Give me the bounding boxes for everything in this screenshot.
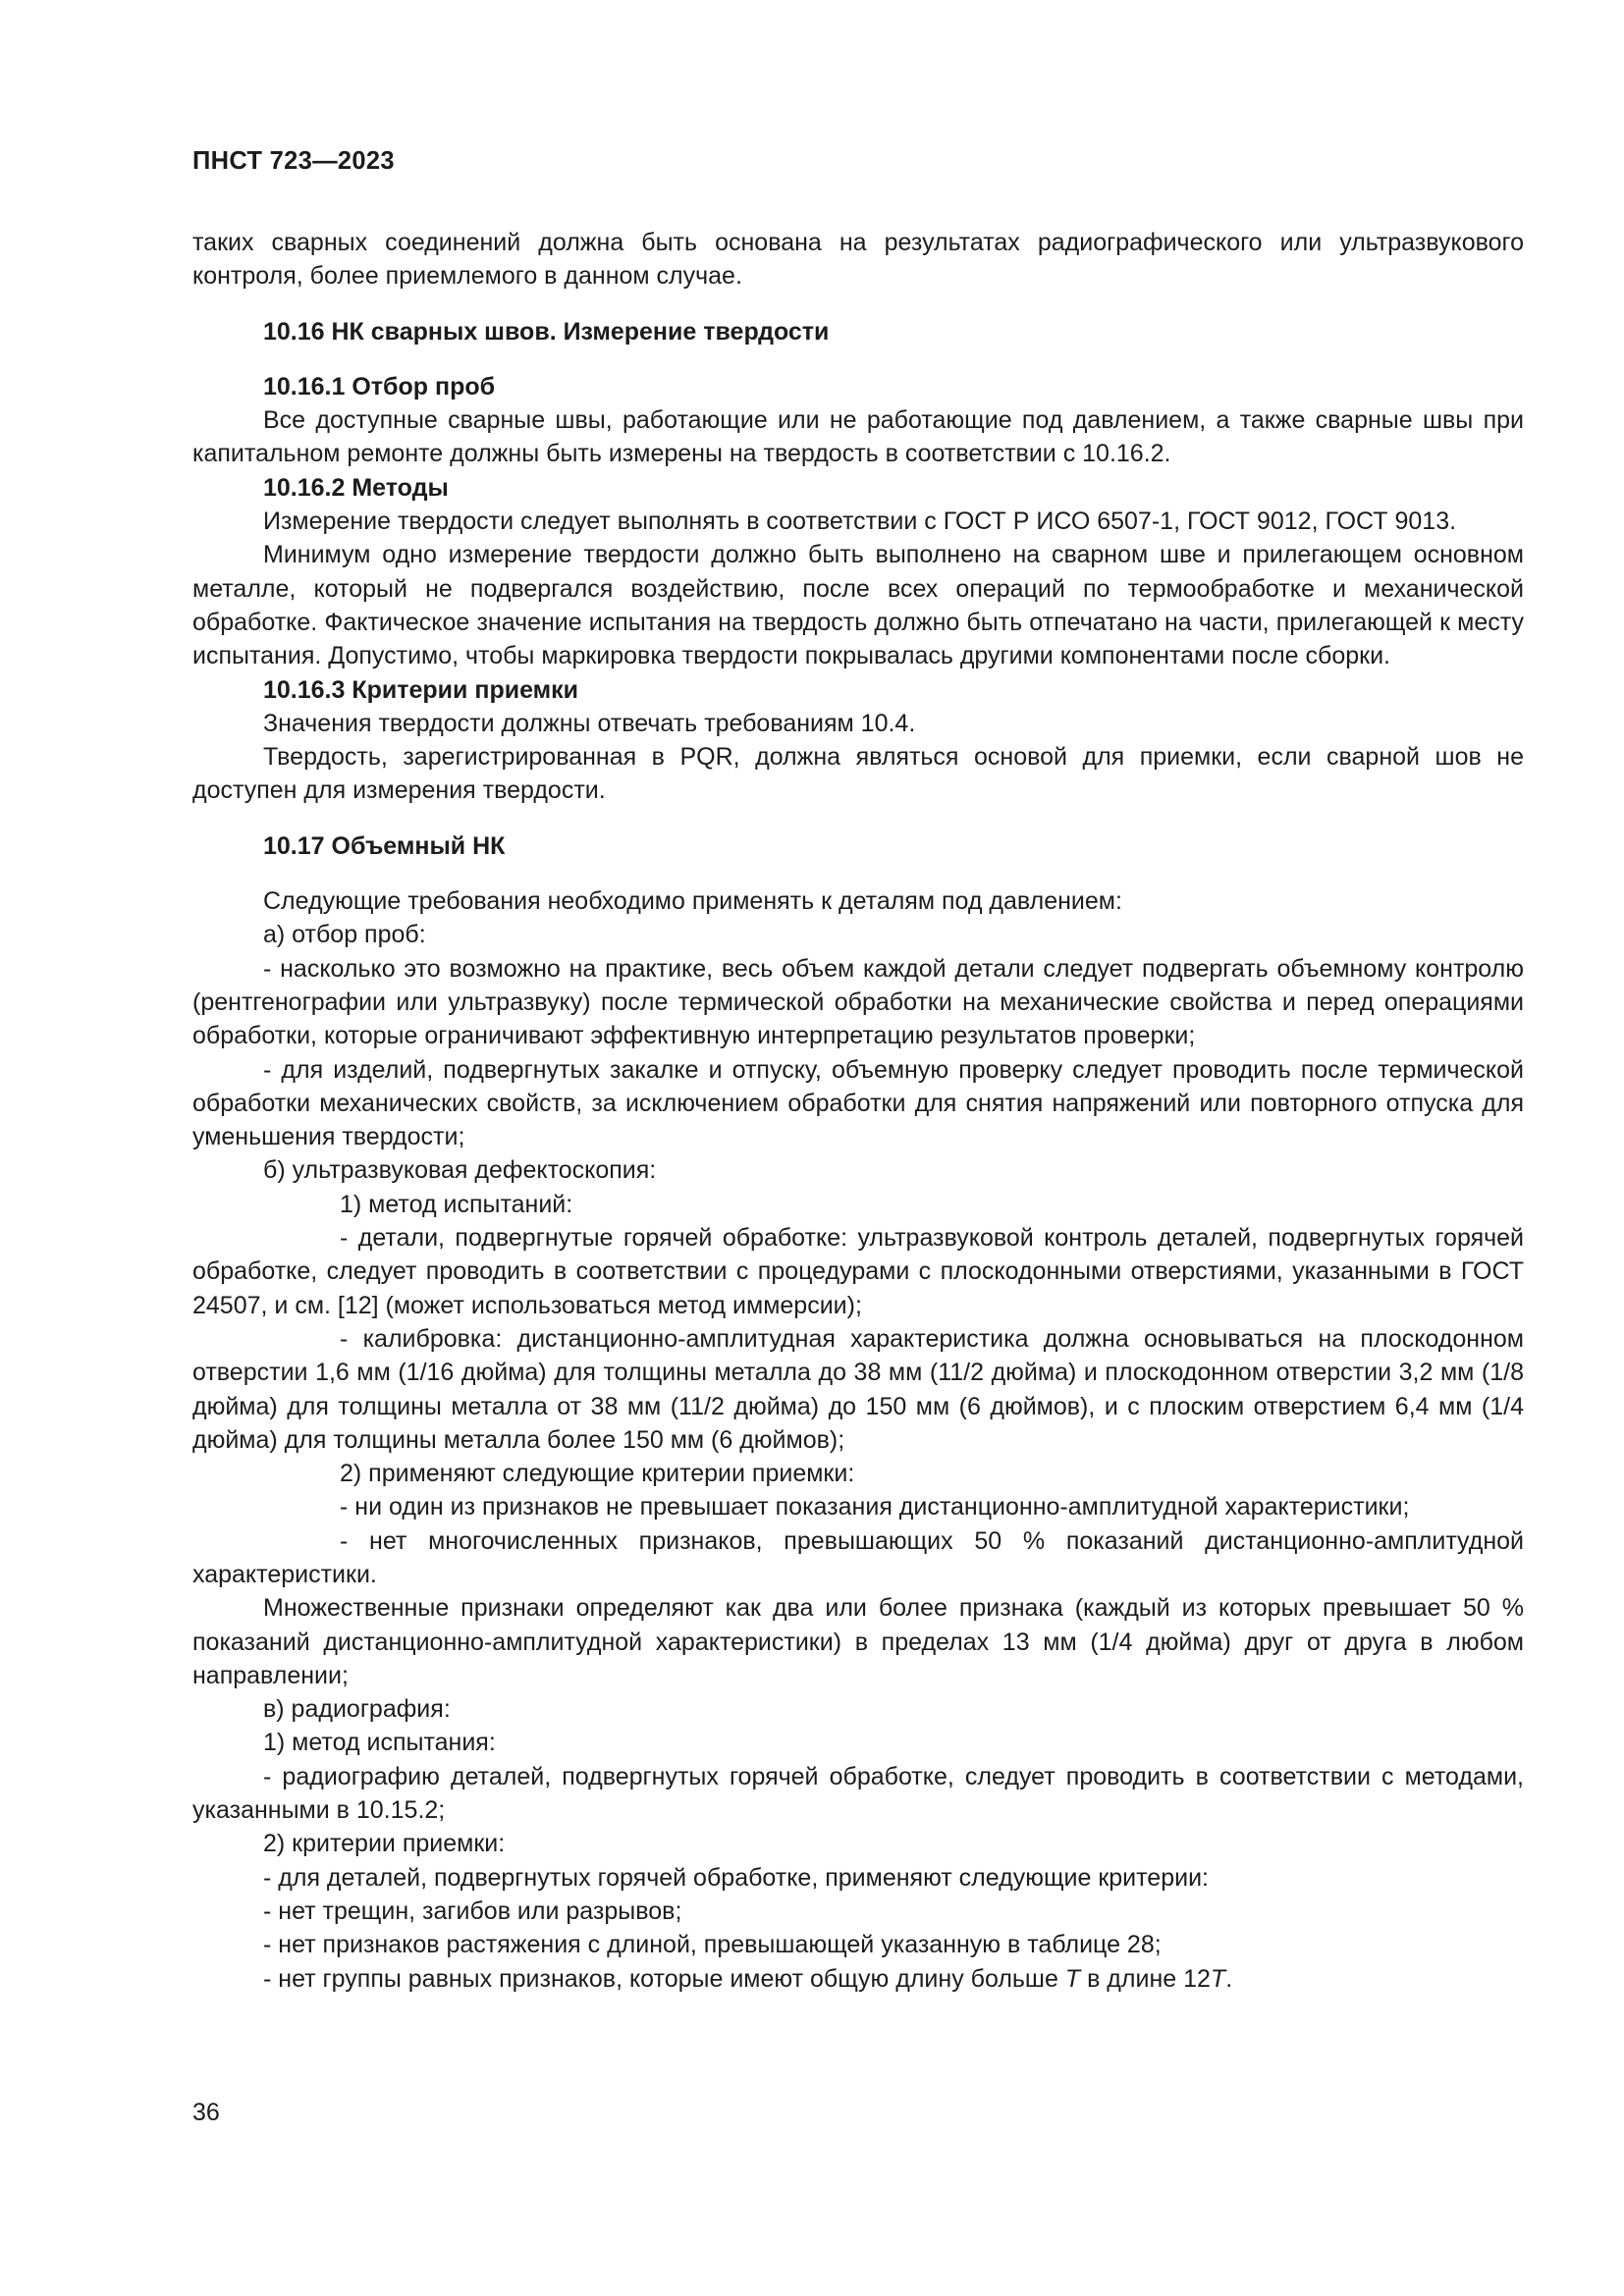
paragraph: Множественные признаки определяют как два или более признака (каждый из которых превышает 50 % показаний дистанционно-амплитудной характеристики) в пределах 13 мм (1/4 дюйма) друг от друга в любом направлении; [192,1594,1524,1689]
list-item: в) радиография: [263,1695,451,1724]
list-item: - детали, подвергнутые горячей обработке: ультразвуковой контроль деталей, подвергнутых горячей обработке, следует проводить в соответствии с процедурами с плоскодонными отверстиями, указанными в ГОСТ 24507, и см. [12] (может использоваться метод иммерсии); [192,1224,1524,1319]
list-item: а) отбор проб: [263,921,426,949]
list-item [192,1962,1524,1996]
paragraph: Все доступные сварные швы, работающие или не работающие под давлением, а также сварные швы при капитальном ремонте должны быть измерены на твердость в соответствии с 10.16.2. [192,406,1524,468]
document-body [192,226,1524,1996]
subsection-heading: 10.16.2 Методы [263,473,449,502]
list-item: - калибровка: дистанционно-амплитудная характеристика должна основываться на плоскодонном отверстии 1,6 мм (1/16 дюйма) для толщины металла до 38 мм (11/2 дюйма) и плоскодонном отверстии 3,2 мм (1/8 дюйма) для толщины металла от 38 мм (11/2 дюйма) до 150 мм (6 дюймов), и с плоским отверстием 6,4 мм (1/4 дюйма) для толщины металла более 150 мм (6 дюймов); [192,1324,1524,1454]
list-item: - радиографию деталей, подвергнутых горячей обработке, следует проводить в соответствии с методами, указанными в 10.15.2; [192,1762,1524,1825]
list-text: - нет группы равных признаков, которые имеют общую длину больше [263,1964,1065,1993]
list-item: - ни один из признаков не превышает показания дистанционно-амплитудной характеристики; [340,1493,1410,1522]
list-item: 2) критерии приемки: [263,1830,506,1858]
subsection-heading: 10.16.3 Критерии приемки [263,675,579,704]
variable-t: T [1064,1964,1081,1993]
paragraph: Твердость, зарегистрированная в PQR, должна являться основой для приемки, если сварной шов не доступен для измерения твердости. [192,743,1524,805]
list-item: - насколько это возможно на практике, весь объем каждой детали следует подвергать объемному контролю (рентгенографии или ультразвуку) после термической обработки на механические свойства и перед операциями обработки, которые ограничивают эффективную интерпретацию результатов проверки; [192,954,1524,1050]
list-item: - нет трещин, загибов или разрывов; [263,1896,682,1925]
document-header: ПНСТ 723—2023 [192,147,395,175]
list-item: б) ультразвуковая дефектоскопия: [263,1156,657,1185]
section-heading: 10.17 Объемный НК [263,831,506,860]
list-item: 1) метод испытания: [263,1729,496,1757]
list-item: - нет признаков растяжения с длиной, превышающей указанную в таблице 28; [263,1931,1162,1959]
paragraph: Минимум одно измерение твердости должно быть выполнено на сварном шве и прилегающем основном металле, который не подвергался воздействию, после всех операций по термообработке и механической обработке. Фактическое значение испытания на твердость должно быть отпечатано на части, прилегающей к месту испытания. Допустимо, чтобы маркировка твердости покрывалась другими компонентами после сборки. [192,541,1524,670]
list-item: 2) применяют следующие критерии приемки: [340,1460,855,1488]
list-text: в длине 12 [1080,1964,1211,1993]
list-item: - нет многочисленных признаков, превышающих 50 % показаний дистанционно-амплитудной характеристики. [192,1526,1524,1588]
paragraph: Следующие требования необходимо применять к деталям под давлением: [263,887,1122,916]
list-item: 1) метод испытаний: [340,1190,573,1218]
variable-t: T [1210,1964,1226,1993]
list-item: - для изделий, подвергнутых закалке и отпуску, объемную проверку следует проводить после термической обработки механических свойств, за исключением обработки для снятия напряжений или повторного отпуска для уменьшения твердости; [192,1055,1524,1151]
paragraph: Измерение твердости следует выполнять в соответствии с ГОСТ Р ИСО 6507-1, ГОСТ 9012, ГОСТ 9013. [263,507,1457,536]
subsection-heading: 10.16.1 Отбор проб [263,372,496,400]
section-heading: 10.16 НК сварных швов. Измерение твердости [263,317,830,346]
list-text: . [1225,1964,1233,1993]
paragraph: таких сварных соединений должна быть основана на результатах радиографического или ультразвукового контроля, более приемлемого в данном случае. [192,229,1524,291]
paragraph: Значения твердости должны отвечать требованиям 10.4. [263,709,916,737]
list-item: - для деталей, подвергнутых горячей обработке, применяют следующие критерии: [263,1863,1209,1892]
page-number: 36 [192,2099,220,2126]
